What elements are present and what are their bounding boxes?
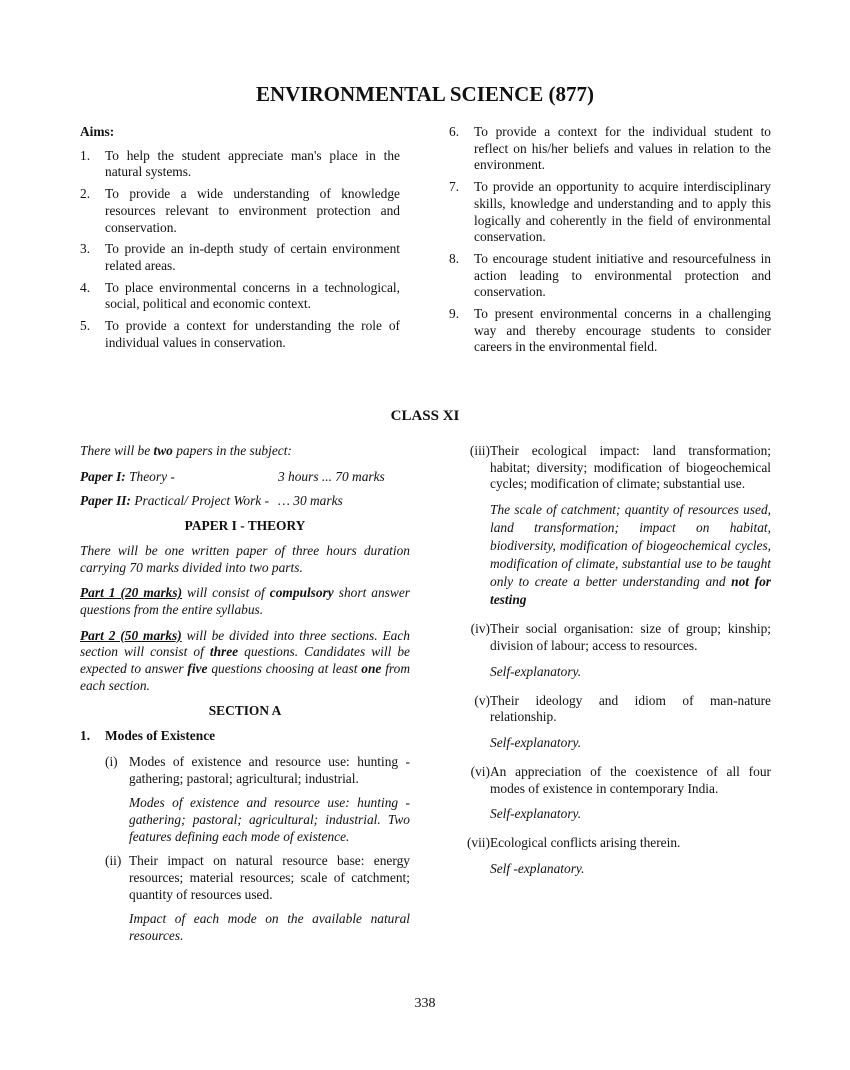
topic-number: 1. xyxy=(80,728,91,744)
aim-item xyxy=(80,318,400,351)
aim-item xyxy=(449,124,771,174)
part-2-description: Part 2 (50 marks) will be divided into three sections. Each section will consist of three questions. Candidates will be expected to answer five questions choosing at least one from each section. xyxy=(80,627,411,693)
aim-item xyxy=(449,251,771,301)
paper-2-value: … 30 marks xyxy=(278,493,343,509)
aim-item xyxy=(80,241,400,274)
aim-text: To provide a context for the individual student to reflect on his/her beliefs and values in relation to the environment. xyxy=(474,124,771,173)
paper-1-value: 3 hours ... 70 marks xyxy=(278,468,385,484)
class-heading: CLASS XI xyxy=(390,408,460,424)
subtopic-note: Impact of each mode on the available natural resources. xyxy=(129,911,410,944)
subtopic-item xyxy=(459,764,771,797)
paper-1-row xyxy=(80,469,410,486)
theory-heading: PAPER I - THEORY xyxy=(184,518,306,534)
aim-text: To help the student appreciate man's place in the natural systems. xyxy=(105,147,400,180)
aim-number: 3. xyxy=(80,241,91,257)
subtopic-text: An appreciation of the coexistence of all four modes of existence in contemporary India. xyxy=(490,763,771,796)
topic-title: Modes of Existence xyxy=(105,728,216,744)
subtopic-note: Modes of existence and resource use: hunting - gathering; pastoral; agricultural; industrial. Two features defining each mode of existence. xyxy=(129,795,410,844)
aim-item xyxy=(80,186,400,236)
theory-description: There will be one written paper of three hours duration carrying 70 marks divided into two parts. xyxy=(80,542,410,575)
paper-2-row xyxy=(80,493,410,510)
subtopic-text: Their impact on natural resource base: energy resources; material resources; scale of catchment; quantity of resources used. xyxy=(129,853,410,902)
subtopic-number: (i) xyxy=(105,753,118,769)
aim-number: 1. xyxy=(80,147,91,163)
subtopic-note: The scale of catchment; quantity of resources used, land transformation; impact on habitat, biodiversity, modification of biogeochemical cycles, modification of climate, substantial use to be taught only to create a better understanding and not for testing xyxy=(490,502,772,608)
subtopic-text: Modes of existence and resource use: hunting - gathering; pastoral; agricultural; industrial. xyxy=(129,753,410,786)
subtopic-number: (v) xyxy=(474,692,490,708)
aim-number: 5. xyxy=(80,318,91,334)
subtopic-number: (vi) xyxy=(470,763,490,779)
aim-item xyxy=(449,179,771,246)
aim-text: To present environmental concerns in a challenging way and thereby encourage students to consider careers in the environmental field. xyxy=(474,306,771,355)
aims-left-column xyxy=(80,124,400,356)
subtopic-note: Self-explanatory. xyxy=(490,734,582,750)
subtopic-item xyxy=(459,621,771,654)
page-title: ENVIRONMENTAL SCIENCE (877) xyxy=(256,82,594,106)
subtopic-note: Self -explanatory. xyxy=(490,861,585,877)
subtopic-number: (vii) xyxy=(466,835,490,851)
paper-1-name: Theory - xyxy=(125,468,175,484)
aim-text: To provide an in-depth study of certain environment related areas. xyxy=(105,241,400,273)
subtopic-text: Their ecological impact: land transformation; habitat; diversity; modification of biogeochemical cycles; modification of climate; substantial use. xyxy=(490,443,771,492)
aim-number: 4. xyxy=(80,279,91,295)
syllabus-left-column xyxy=(80,443,410,953)
aim-text: To encourage student initiative and resourcefulness in action leading to environmental protection and conservation. xyxy=(474,250,771,300)
aim-text: To place environmental concerns in a technological, social, political and economic context. xyxy=(105,279,400,312)
aim-number: 7. xyxy=(449,179,460,195)
aim-item xyxy=(80,148,400,181)
subtopic-text: Ecological conflicts arising therein. xyxy=(490,835,681,851)
aim-text: To provide an opportunity to acquire interdisciplinary skills, knowledge and understanding and to apply this logically and coherently in the field of environmental conservation. xyxy=(474,179,771,245)
page-number: 338 xyxy=(414,996,436,1011)
subtopic-item xyxy=(105,853,410,903)
aim-number: 6. xyxy=(449,124,460,139)
aim-item xyxy=(80,280,400,313)
subtopic-item xyxy=(459,693,771,726)
subtopic-number: (iii) xyxy=(469,443,490,458)
syllabus-right-column xyxy=(459,443,771,890)
paper-2-name: Practical/ Project Work - xyxy=(130,493,270,509)
subtopic-text: Their ideology and idiom of man-nature relationship. xyxy=(490,692,771,725)
paper-1-label: Paper I: xyxy=(80,468,126,484)
subtopic-note: Self-explanatory. xyxy=(490,663,582,679)
part-1-description: Part 1 (20 marks) will consist of compulsory short answer questions from the entire syllabus. xyxy=(80,585,410,617)
aim-text: To provide a context for understanding the role of individual values in conservation. xyxy=(105,318,400,350)
aim-number: 9. xyxy=(449,306,460,322)
subtopic-number: (iv) xyxy=(470,621,490,637)
subtopic-number: (ii) xyxy=(105,853,122,869)
topic-heading xyxy=(80,728,410,745)
aim-number: 2. xyxy=(80,186,91,202)
aim-item xyxy=(449,306,771,356)
section-a-heading: SECTION A xyxy=(208,703,282,719)
papers-intro: There will be two papers in the subject: xyxy=(80,443,292,458)
subtopic-item xyxy=(459,835,771,852)
subtopic-item xyxy=(459,443,771,493)
aim-number: 8. xyxy=(449,250,460,266)
subtopic-item xyxy=(105,754,410,787)
paper-2-label: Paper II: xyxy=(80,493,131,509)
subtopic-note: Self-explanatory. xyxy=(490,806,582,822)
subtopic-text: Their social organisation: size of group; kinship; division of labour; access to resources. xyxy=(490,621,771,653)
aims-heading: Aims: xyxy=(80,124,115,139)
aims-right-column xyxy=(449,124,771,361)
aim-text: To provide a wide understanding of knowledge resources relevant to environment protection and conservation. xyxy=(105,186,400,235)
